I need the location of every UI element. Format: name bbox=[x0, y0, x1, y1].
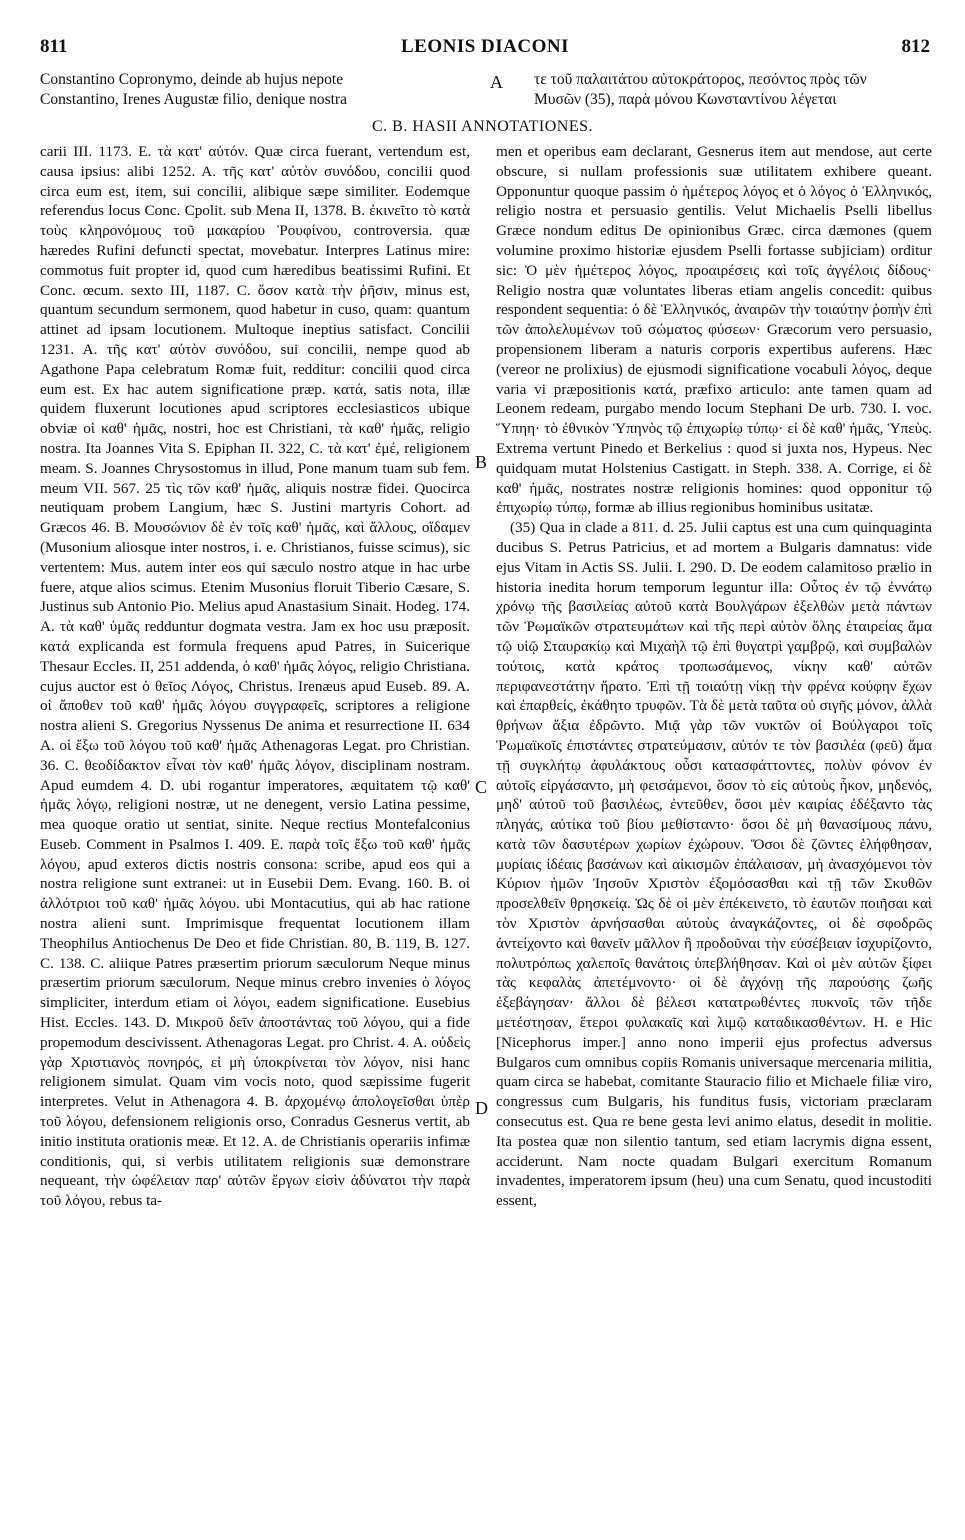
right-column bbox=[496, 142, 932, 1211]
margin-letter-a: A bbox=[490, 72, 503, 92]
page-number-left: 811 bbox=[40, 36, 68, 57]
margin-letter-c: C bbox=[475, 777, 488, 797]
left-column bbox=[40, 142, 470, 1211]
margin-letter-d: D bbox=[475, 1098, 488, 1118]
running-header bbox=[40, 36, 930, 60]
left-column-text: carii III. 1173. E. τὰ κατ' αὐτόν. Quæ circa fuerant, vertendum est, causa ipsius: alibi 1252. A. τῆς κατ' αὐτὸν συνόδου, concilii quod circa eum est, item, sui concilii, alibique sæpe similiter. Eodemque referendus locus Conc. Cpolit. sub Mena II, 1378. B. ἐκινεῖτο τὸ κατὰ τοὺς κληρονόμους τοῦ μακαρίου Ῥουφίνου, controversia. quæ hæredes Rufini defuncti spectat, movebatur. Interpres Latinus mire: commotus fuit propter id, quod cum hæredibus beatissimi Rufini. Et Conc. œcum. sexto III, 1187. C. ὅσον κατὰ τὴν ῥῆσιν, minus est, quantum secundum sermonem, quod habetur in cuso, quam: quantum attinet ad ipsam locutionem. Multoque ineptius satisfact. Concilii 1231. A. τῆς κατ' αὐτὸν συνόδου, sui concilii, nempe quod ab Agathone Papa celebratum Romæ fuit, redditur: concilii quod circa eum est. Ex hac autem significatione præp. κατά, satis nota, illæ quidem fluxerunt locutiones apud scriptores ecclesiasticos ubique obviæ οἱ καθ' ἡμᾶς, nostri, hoc est Christiani, τὰ καθ' ἡμᾶς, religio nostra. Ita Joannes Vita S. Epiphan II. 322, C. τὰ κατ' ἐμέ, religionem meam. S. Joannes Chrysostomus in illud, Pone manum tuam sub fem. meum VII. 567. 25 τὶς τῶν καθ' ἡμᾶς, aliquis nostræ fidei. Quocirca neutiquam probem Langium, hæc S. Justini martyris Cohort. ad Græcos 46. B. Μουσώνιον δὲ ἐν τοῖς καθ' ἡμᾶς, καὶ ἄλλους, οἴδαμεν (Musonium aliosque inter nostros, i. e. Christianos, fuisse scimus), sic vertentem: Mus. autem inter eos qui sæculo nostro atque in hac urbe fuere, atque alios scimus. Etenim Musonius floruit Tiberio Cæsare, S. Justinus sub Antonio Pio. Melius apud Anastasium Sinait. Hodeg. 174. A. τὰ καθ' ὑμᾶς redduntur dogmata vestra. Jam ex hoc usu præposit. κατά explicanda est formula frequens apud Patres, in Suicerique Thesaur Eccles. II, 251 addenda, ὁ καθ' ἡμᾶς λόγος, religio Christiana. cujus auctor est ὁ θεῖος Λόγος, Christus. Irenæus apud Euseb. 89. A. οἱ ἄποθεν τοῦ καθ' ἡμᾶς λόγου συγγραφεῖς, scriptores a religione nostra alieni S. Gregorius Nyssenus De anima et resurrectione II. 634 A. οἱ ἔξω τοῦ λόγου τοῦ καθ' ἡμᾶς Athenagoras Legat. pro Christian. 36. C. θεοδίδακτον εἶναι τὸν καθ' ἡμᾶς λόγον, disciplinam nostram. Apud eumdem 4. D. ubi rogantur imperatores, æquitatem τῷ καθ' ἡμᾶς λόγῳ, religioni nostræ, ut ne denegent, versio Latina pessime, mea quoque oratio ut sentiat, sinite. Neque rectius Montefalconius Euseb. Comment in Psalmos I. 409. E. παρὰ τοῖς ἔξω τοῦ καθ' ἡμᾶς λόγου, apud exteros dictis nostris consona: scribe, apud eos qui a nostra religione sunt extranei: ut in Eusebii Dem. Evang. 160. B. οἱ ἀλλότριοι τοῦ καθ' ἡμᾶς λόγου. ubi Montacutius, qui ab hac ratione nostra alieni sunt. Imprimisque frequentat locutionem illam Theophilus Antiochenus De Deo et fide Christian. 80, B. 119, B. 127. C. 138. C. aliique Patres præsertim priorum sæculorum Neque minus præsertim priorum sæculorum. Neque minus crebro invenies ὁ λόγος simpliciter, interdum etiam οἱ λόγοι, eadem significatione. Eusebius Hist. Eccles. 143. D. Μικροῦ δεῖν ἀποστάντας τοῦ λόγου, qui a fide propemodum descivissent. Athenagoras Legat. pro Christ. 4. A. οὐδεὶς γὰρ Χριστιανὸς πονηρός, εἰ μὴ ὑποκρίνεται τὸν λόγον, nisi hanc religionem simulat. Quam vim vocis noto, quod sæpissime fugerit interpretes. Velut in Athenagora 4. B. ἀρχομένῳ ἀπολογεῖσθαι ὑπὲρ τοῦ λόγου, defensionem religionis orso, Conradus Gesnerus vertit, ab initio instituta orationis meæ. Et 12. A. de Christianis operariis infimæ conditionis, qui, si verbis utilitatem religionis suæ demonstrare nequeant, τὴν ὠφέλειαν παρ' αὐτῶν ἔργων εἰσὶν ἀδύνατοι τὴν παρὰ τοῦ λόγου, rebus ta- bbox=[40, 143, 470, 1210]
margin-letter-b: B bbox=[475, 452, 488, 472]
intro-right-line-1: τε τοῦ παλαιτάτου αὐτοκράτορος, πεσόντος πρὸς τῶν bbox=[534, 71, 867, 88]
page-number-right: 812 bbox=[901, 36, 930, 57]
running-title: LEONIS DIACONI bbox=[400, 36, 569, 57]
right-column-text-1: men et operibus eam declarant, Gesnerus item aut mendose, aut certe obscure, si nullam professionis suæ utilitatem exhibere queant. Opponuntur quoque passim ὁ ἡμέτερος λόγος et ὁ λόγος ὁ Ἑλληνικός, religio nostra et persuasio gentilis. Velut Michaelis Pselli libellus Græce nondum editus De opinionibus Græc. circa dæmones (quem volumine proximo historiæ ejusdem Pselli fortasse subjiciam) orditur sic: Ὁ μὲν ἡμέτερος λόγος, προαιρέσεις καὶ τοῖς ἀγγέλοις δίδους· Religio nostra quæ voluntates liberas etiam angelis concedit: quibus respondent sequentia: ὁ δὲ Ἑλληνικός, ἀναιρῶν τὴν τοιαύτην ῥοπὴν ἐπὶ τῶν ἀπολελυμένων τοῦ σώματος φύσεων· Græcorum vero persuasio, propensionem liberam a naturis corporis expertibus auferens. Hæc (vereor ne prolixius) de ejusmodi significatione vocabuli λόγος, deque varia vi præpositionis κατά, præfixo articulo: ante tamen quam ad Leonem redeam, purgabo mendo locum Stephani De urb. 730. I. voc. Ὕπηη· τὸ ἐθνικὸν Ὑπηνὸς τῷ ἐπιχωρίῳ τύπῳ· εἰ δὲ καθ' ἡμᾶς, Ὑπεὺς. Extrema vertunt Pinedo et Berkelius : quod si juxta nos, Hypeus. Nec quidquam mutat Holstenius Castigatt. in Steph. 338. A. Corrige, εἰ δὲ καθ' ἡμᾶς, nostrates nostræ religionis homines: quod opponitur τῷ ἐπιχωρίῳ τύπῳ, formæ ab illius regionibus hominibus usitatæ. bbox=[496, 143, 932, 517]
section-heading: C. B. HASII ANNOTATIONES. bbox=[372, 118, 593, 135]
intro-right-line-2: Μυσῶν (35), παρὰ μόνου Κωνσταντίνου λέγεται bbox=[534, 91, 837, 108]
intro-left-line-2: Constantino, Irenes Augustæ filio, denique nostra bbox=[40, 91, 347, 108]
intro-left-line-1: Constantino Copronymo, deinde ab hujus nepote bbox=[40, 71, 344, 88]
right-column-text-2: (35) Qua in clade a 811. d. 25. Julii captus est una cum quinquaginta ducibus S. Petrus Patricius, et ad mortem a Bulgaris damnatus: vide ejus Vitam in Actis SS. Julii. I. 290. D. De eodem calamitoso prælio in historia inedita horum temporum leguntur illa: Οὗτος ἐν τῷ ἐννάτῳ χρόνῳ τῆς βασιλείας αὐτοῦ κατὰ Βουλγάρων ἐξελθὼν μετὰ πάντων τῶν Ῥωμαϊκῶν στρατευμάτων καὶ τῆς περὶ αὐτὸν ὅλης ἑταιρείας ἅμα τῷ υἱῷ Σταυρακίῳ καὶ Μιχαὴλ τῷ ἐπὶ θυγατρὶ γαμβρῷ, καὶ συμβαλὼν τούτοις, κατὰ κράτος τροπωσάμενος, νίκην καθ' αὐτῶν περιφανεστάτην ἤρατο. Ἐπὶ τῇ τοιαύτῃ νίκῃ τὴν φρένα κούφην ἔχων καὶ ἐπαρθείς, ἐκάθητο τρυφῶν. Τὰ δὲ μετὰ ταῦτα οὐ σιγῆς μόνον, ἀλλὰ θρήνων ἄξια ἐδρῶντο. Μιᾷ γὰρ τῶν νυκτῶν οἱ Βούλγαροι τοῖς Ῥωμαϊκοῖς ἐπιστάντες στρατεύμασιν, αὐτόν τε τὸν βασιλέα (φεῦ) ἅμα τῇ συγκλήτῳ ἀφυλάκτους οὖσι κατασφάττοντες, πολὺν φόνον ἐν αὐτοῖς εἰργάσαντο, μὴ φεισάμενοι, ὅσον τὸ εἰς αὐτοὺς ἧκον, μηδενός, μηδ' αὐτοῦ τοῦ βασιλέως, ἐντεῦθεν, ὅσοι μὲν καιρίας ἐδέξαντο τὰς πληγάς, αὐτίκα τοῦ βίου μεθίσταντο· ὅσοι δὲ μὴ θανασίμους πάνυ, κατὰ τῶν δασυτέρων χωρίων ἐχώρουν. Ὅσοι δὲ ζῶντες ἑλήφθησαν, μυρίαις ἰδέαις βασάνων καὶ αἰκισμῶν ἐπάλαισαν, μὴ ἀνασχόμενοι τὸν Κύριον ἡμῶν Ἰησοῦν Χριστὸν ἐξομόσασθαι καὶ τῇ τῶν Σκυθῶν προσελθεῖν θρησκείᾳ. Ὡς δὲ οἱ μὲν ἐπέκεινετο, τὸ ἑαυτῶν ποιῆσαι καὶ τὸν Χριστὸν ἀρνήσασθαι αὐτοὺς ἀναγκάζοντες, οἱ δὲ σφοδρῶς ἀντείχοντο καὶ θανεῖν μᾶλλον ἢ προδοῦναι τὴν εὐσέβειαν ἰσχυρίζοντο, πολυτρόπως χαλεποῖς θανάτοις ὑπεβλήθησαν. Καὶ οἱ μὲν αὐτῶν ξίφει τὰς κεφαλὰς ἀπετέμνοντο· οἱ δὲ ἀγχόνῃ τῆς παρούσης ζωῆς ἐξεβάγησαν· ἄλλοι δὲ βέλεσι κατατρωθέντες πυκνοῖς τῶν τῆδε μετέστησαν, ἕτεροι φυλακαῖς καὶ λιμῷ καταδικασθέντων. H. e Hic [Nicephorus imper.] anno nono imperii ejus profectus adversus Bulgaros cum omnibus copiis Romanis universaque mercenaria militia, quam circa se habebat, comitante Stauracio filio et Michaele filiæ viro, congressus cum Bulgaris, his funditus fusis, victoriam præclaram consecutus est. Qua re bene gesta levi animo elatus, desedit in molitie. Ita postea quæ non silentio tantum, sed etiam lacrymis digna essent, acciderunt. Nam nocte quadam Bulgari exercitum Romanum invadentes, imperatorem ipsum (heu) una cum Senatu, quod incustoditi essent, bbox=[496, 519, 932, 1210]
